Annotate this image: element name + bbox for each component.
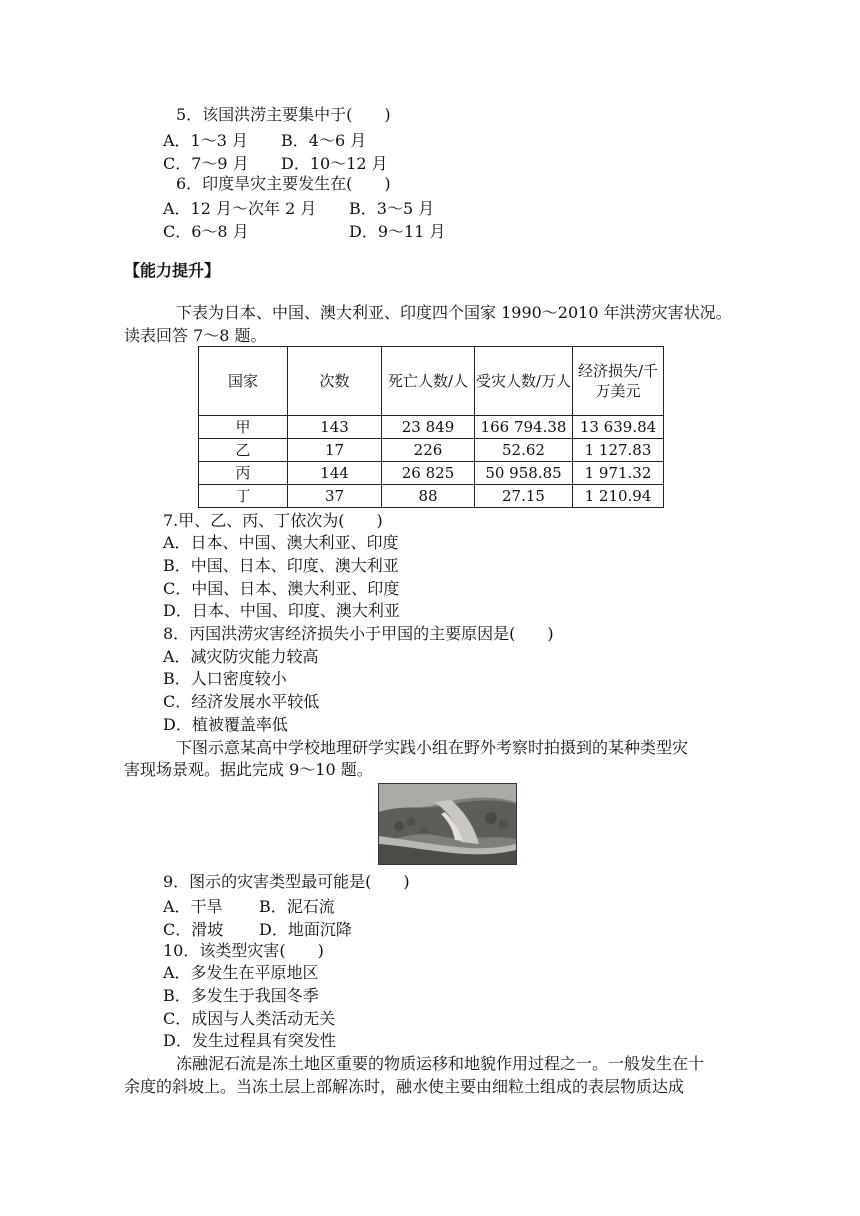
q9-option-d: D．地面沉降	[259, 920, 352, 939]
table-row	[199, 485, 664, 508]
table-cell: 143	[288, 416, 382, 439]
table-cell: 27.15	[475, 485, 573, 508]
table-row	[199, 416, 664, 439]
table-cell: 23 849	[382, 416, 475, 439]
header-economic-loss: 经济损失/千万美元	[573, 347, 664, 416]
landslide-scene-photo	[378, 783, 517, 865]
table-cell: 50 958.85	[475, 462, 573, 485]
q5-option-a: A．1～3 月	[163, 131, 249, 150]
flood-data-table	[198, 346, 664, 508]
q9-option-b: B．泥石流	[259, 897, 335, 916]
table-row	[199, 462, 664, 485]
q6-option-b: B．3～5 月	[349, 199, 435, 218]
q5-option-d: D．10～12 月	[281, 154, 388, 173]
q9-option-c: C．滑坡	[163, 920, 224, 939]
intro-9-10-line1: 下图示意某高中学校地理研学实践小组在野外考察时拍摄到的某种类型灾	[176, 738, 689, 757]
q10-stem: 10．该类型灾害( )	[163, 941, 324, 960]
header-deaths: 死亡人数/人	[382, 347, 475, 416]
header-affected: 受灾人数/万人	[475, 347, 573, 416]
table-cell: 52.62	[475, 439, 573, 462]
header-country: 国家	[199, 347, 288, 416]
table-cell: 甲	[199, 416, 288, 439]
q8-option-c: C．经济发展水平较低	[163, 692, 320, 711]
table-cell: 乙	[199, 439, 288, 462]
q6-option-c: C．6～8 月	[163, 222, 249, 241]
table-cell: 丁	[199, 485, 288, 508]
q6-option-a: A．12 月～次年 2 月	[163, 199, 317, 218]
q6-option-d: D．9～11 月	[349, 222, 446, 241]
header-count: 次数	[288, 347, 382, 416]
q5-stem: 5．该国洪涝主要集中于( )	[176, 105, 391, 124]
q9-option-a: A．干旱	[163, 897, 223, 916]
table-cell: 37	[288, 485, 382, 508]
q6-stem: 6．印度旱灾主要发生在( )	[176, 174, 391, 193]
table-row	[199, 439, 664, 462]
table-cell: 13 639.84	[573, 416, 664, 439]
q5-option-b: B．4～6 月	[281, 131, 367, 150]
intro-7-8-line2: 读表回答 7～8 题。	[124, 326, 267, 345]
table-cell: 144	[288, 462, 382, 485]
table-cell: 丙	[199, 462, 288, 485]
q7-option-c: C．中国、日本、澳大利亚、印度	[163, 579, 400, 598]
table-header-row	[199, 347, 664, 416]
q10-option-d: D．发生过程具有突发性	[163, 1031, 336, 1050]
q10-option-b: B．多发生于我国冬季	[163, 986, 319, 1005]
table-cell: 26 825	[382, 462, 475, 485]
q5-option-c: C．7～9 月	[163, 154, 249, 173]
passage-line2: 余度的斜坡上。当冻土层上部解冻时，融水使主要由细粒土组成的表层物质达成	[124, 1077, 685, 1096]
q7-stem: 7.甲、乙、丙、丁依次为( )	[163, 511, 383, 530]
table-cell: 1 127.83	[573, 439, 664, 462]
q7-option-b: B．中国、日本、印度、澳大利亚	[163, 556, 399, 575]
table-cell: 1 210.94	[573, 485, 664, 508]
section-heading: 【能力提升】	[124, 261, 221, 280]
q9-stem: 9．图示的灾害类型最可能是( )	[163, 872, 410, 891]
table-cell: 88	[382, 485, 475, 508]
table-cell: 1 971.32	[573, 462, 664, 485]
q8-stem: 8．丙国洪涝灾害经济损失小于甲国的主要原因是( )	[163, 624, 554, 643]
intro-9-10-line2: 害现场景观。据此完成 9～10 题。	[124, 760, 373, 779]
table-cell: 166 794.38	[475, 416, 573, 439]
intro-7-8-line1: 下表为日本、中国、澳大利亚、印度四个国家 1990～2010 年洪涝灾害状况。	[176, 303, 732, 322]
q7-option-d: D．日本、中国、印度、澳大利亚	[163, 601, 400, 620]
q8-option-d: D．植被覆盖率低	[163, 715, 288, 734]
passage-line1: 冻融泥石流是冻土地区重要的物质运移和地貌作用过程之一。一般发生在十	[176, 1054, 705, 1073]
q8-option-b: B．人口密度较小	[163, 669, 287, 688]
q7-option-a: A．日本、中国、澳大利亚、印度	[163, 533, 399, 552]
q10-option-c: C．成因与人类活动无关	[163, 1009, 336, 1028]
q10-option-a: A．多发生在平原地区	[163, 963, 319, 982]
table-cell: 17	[288, 439, 382, 462]
q8-option-a: A．减灾防灾能力较高	[163, 647, 319, 666]
table-cell: 226	[382, 439, 475, 462]
